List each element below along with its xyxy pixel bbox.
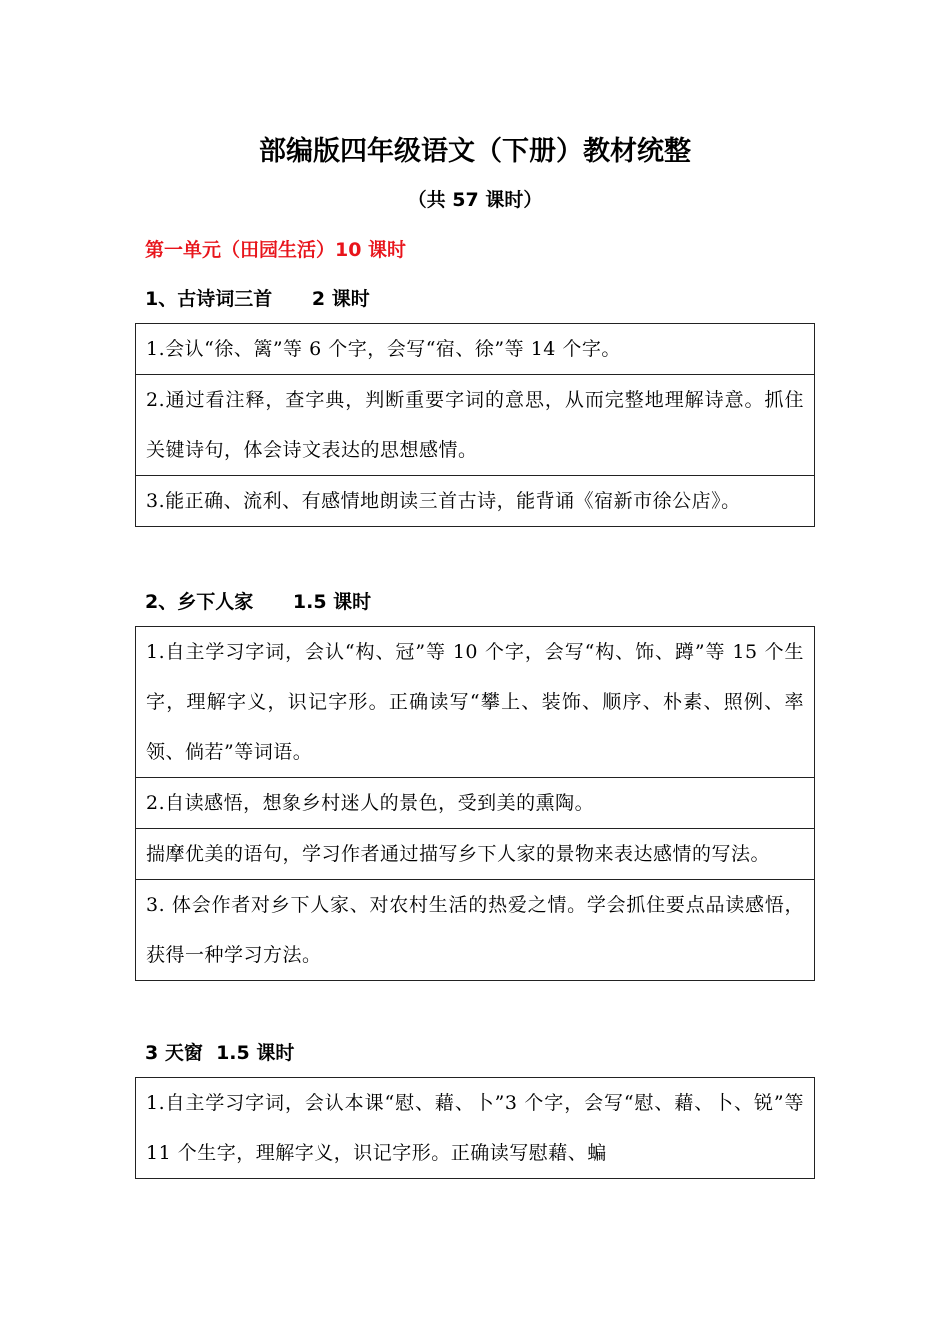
- lesson-heading-3: 3 天窗 1.5 课时: [145, 1042, 295, 1064]
- unit-heading: 第一单元（田园生活）10 课时: [145, 239, 407, 261]
- lesson-table-3: [135, 1077, 815, 1179]
- page-title: 部编版四年级语文（下册）教材统整: [259, 136, 691, 167]
- page-subtitle: （共 57 课时）: [407, 189, 543, 211]
- table-row: 2.自读感悟，想象乡村迷人的景色，受到美的熏陶。: [136, 777, 814, 828]
- table-row: 2.通过看注释，查字典，判断重要字词的意思，从而完整地理解诗意。抓住关键诗句，体会诗文表达的思想感情。: [136, 374, 814, 475]
- table-row: 3. 体会作者对乡下人家、对农村生活的热爱之情。学会抓住要点品读感悟，获得一种学习方法。: [136, 879, 814, 980]
- lesson-table-2: [135, 626, 815, 981]
- lesson-heading-2: 2、乡下人家 1.5 课时: [145, 591, 372, 613]
- table-row: 1.自主学习字词，会认“构、冠”等 10 个字，会写“构、饰、蹲”等 15 个生字，理解字义，识记字形。正确读写“攀上、装饰、顺序、朴素、照例、率领、倘若”等词语。: [146, 641, 804, 763]
- table-row: 1.自主学习字词，会认本课“慰、藉、卜”3 个字，会写“慰、藉、卜、锐”等 11 个生字，理解字义，识记字形。正确读写慰藉、蝙: [146, 1092, 804, 1164]
- table-row: 3.能正确、流利、有感情地朗读三首古诗，能背诵《宿新市徐公店》。: [136, 475, 814, 526]
- lesson-table-1: [135, 323, 815, 527]
- table-row: 1.会认“徐、篱”等 6 个字，会写“宿、徐”等 14 个字。: [146, 338, 621, 360]
- table-row: 揣摩优美的语句，学习作者通过描写乡下人家的景物来表达感情的写法。: [136, 828, 814, 879]
- lesson-heading-1: 1、古诗词三首 2 课时: [145, 288, 370, 310]
